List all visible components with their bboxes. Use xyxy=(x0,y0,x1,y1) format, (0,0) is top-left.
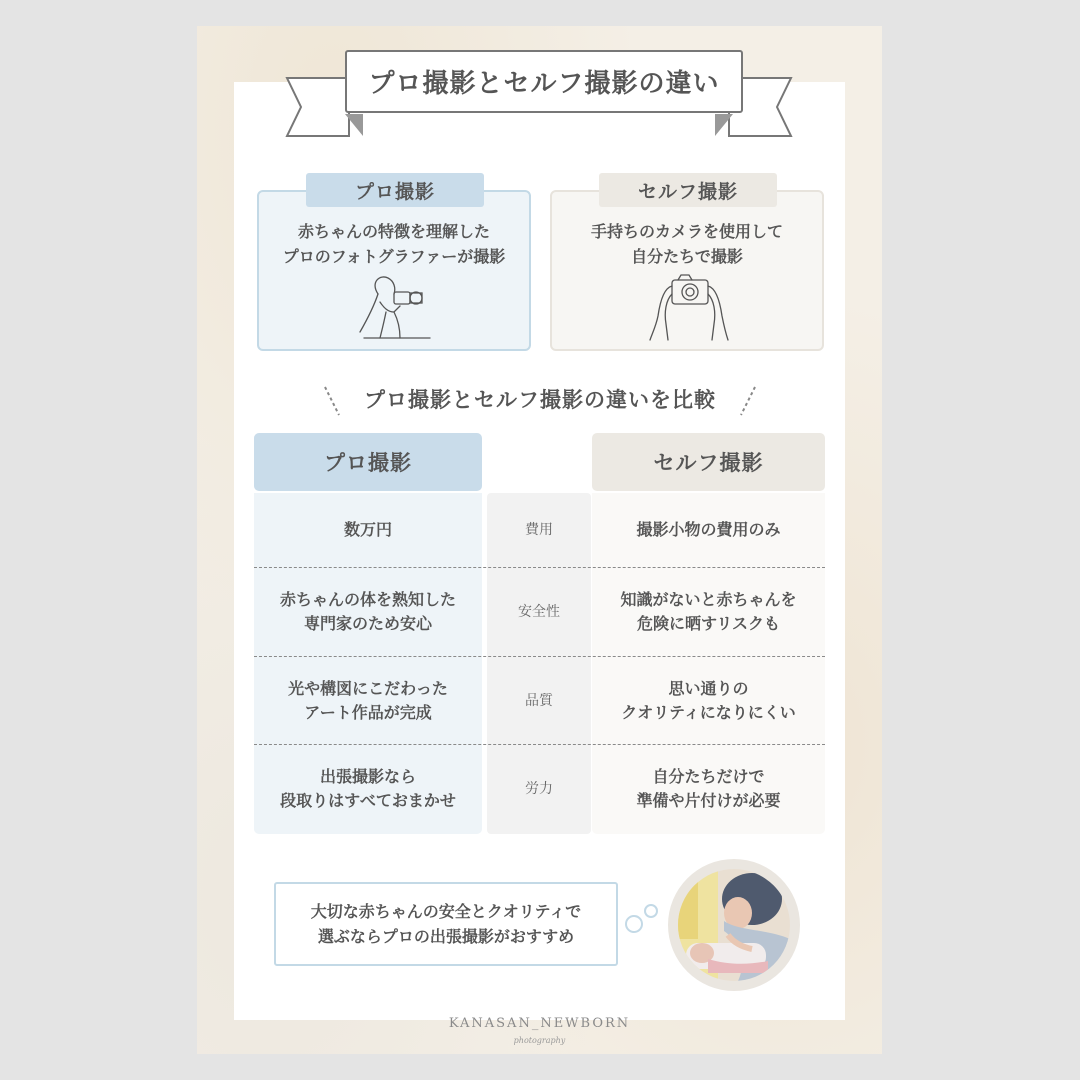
cell-line: クオリティになりにくい xyxy=(621,702,796,722)
table-cell-pro xyxy=(254,745,482,833)
table-header-self: セルフ撮影 xyxy=(592,433,825,491)
cell-line: アート作品が完成 xyxy=(304,702,432,722)
self-card-label: セルフ撮影 xyxy=(599,173,777,207)
table-cell-self xyxy=(592,568,825,656)
mother-baby-photo xyxy=(678,869,790,981)
cell-line: 自分たちだけで xyxy=(652,767,765,786)
photographer-icon xyxy=(350,272,434,340)
cell-line: 知識がないと赤ちゃんを xyxy=(620,590,797,609)
cell-line: 思い通りの xyxy=(668,678,749,698)
self-card-text xyxy=(550,219,824,269)
table-cell-pro xyxy=(254,493,482,567)
bubble-line2: 選ぶならプロの出張撮影がおすすめ xyxy=(317,927,575,946)
cell-line: 撮影小物の費用のみ xyxy=(636,520,781,539)
table-row-label: 品質 xyxy=(525,692,553,709)
comparison-title: プロ撮影とセルフ撮影の違いを比較 xyxy=(364,388,716,412)
pro-card-label: プロ撮影 xyxy=(306,173,484,207)
pro-card-text xyxy=(257,219,531,269)
hands-camera-icon xyxy=(648,272,730,342)
table-cell-self xyxy=(592,493,825,567)
table-cell-self xyxy=(592,745,825,833)
cell-line: 危険に晒すリスクも xyxy=(636,614,781,633)
table-cell-pro xyxy=(254,568,482,656)
table-row-label: 労力 xyxy=(525,781,553,797)
self-card-line2: 自分たちで撮影 xyxy=(631,247,743,266)
pro-card-line1: 赤ちゃんの特徴を理解した xyxy=(297,222,490,241)
cell-line: 準備や片付けが必要 xyxy=(636,791,781,810)
table-cell-pro xyxy=(254,657,482,744)
recommendation-bubble xyxy=(274,882,618,966)
brand-name: KANASAN_NEWBORN xyxy=(448,1016,631,1031)
bubble-line1: 大切な赤ちゃんの安全とクオリティで xyxy=(310,902,582,921)
cell-line: 赤ちゃんの体を熟知した xyxy=(279,590,456,609)
cell-line: 光や構図にこだわった xyxy=(288,678,448,698)
thought-dots-icon xyxy=(622,902,662,936)
table-header-pro: プロ撮影 xyxy=(254,433,482,491)
self-card-line1: 手持ちのカメラを使用して xyxy=(590,222,783,241)
table-cell-self xyxy=(592,657,825,744)
cell-line: 数万円 xyxy=(343,520,392,539)
page-title: プロ撮影とセルフ撮影の違い xyxy=(345,50,743,113)
table-row-label: 安全性 xyxy=(518,604,560,620)
cell-line: 段取りはすべておまかせ xyxy=(280,791,456,810)
right-accent-dashes xyxy=(738,384,758,418)
table-row-label: 費用 xyxy=(525,522,553,538)
cell-line: 専門家のため安心 xyxy=(303,614,432,633)
pro-card-line2: プロのフォトグラファーが撮影 xyxy=(282,247,506,266)
cell-line: 出張撮影なら xyxy=(319,767,416,786)
brand-subtitle: photography xyxy=(513,1036,566,1045)
